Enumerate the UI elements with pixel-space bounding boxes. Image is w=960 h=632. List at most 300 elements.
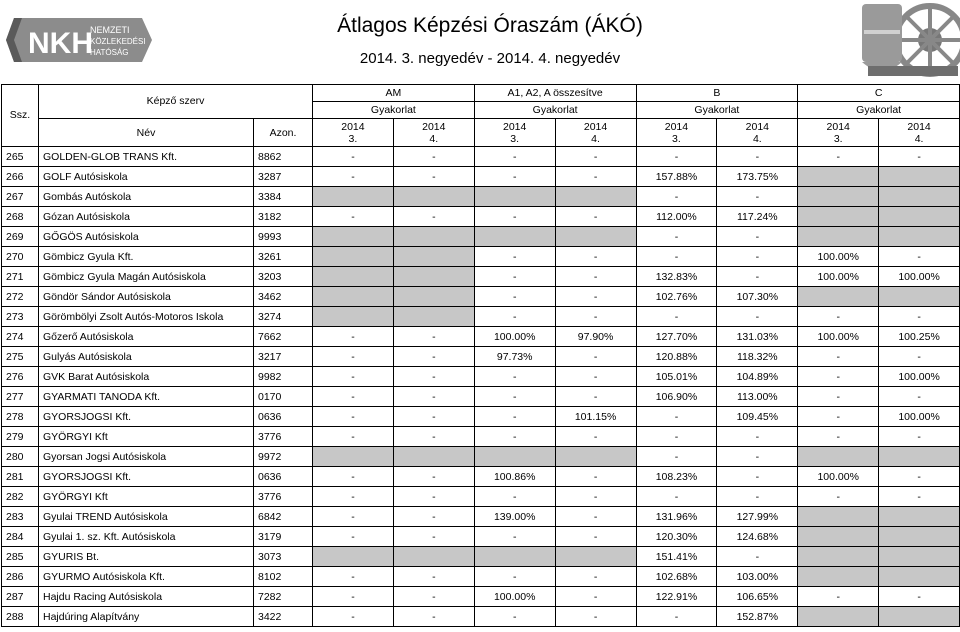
value-cell: - [717,427,798,447]
value-cell: - [798,587,879,607]
empty-cell [555,227,636,247]
table-row [2,427,960,447]
value-cell: - [393,147,474,167]
row-ssz: 277 [2,387,39,407]
value-cell: - [798,407,879,427]
row-azon: 6842 [254,507,313,527]
empty-cell [879,167,960,187]
value-cell: - [393,527,474,547]
value-cell: - [555,507,636,527]
row-nev: GYÖRGYI Kft [39,487,254,507]
value-cell: - [313,527,394,547]
value-cell: - [555,387,636,407]
value-cell: - [636,227,717,247]
empty-cell [313,187,394,207]
value-cell: - [798,487,879,507]
value-cell: 97.73% [474,347,555,367]
table-row [2,447,960,467]
row-ssz: 276 [2,367,39,387]
training-hours-table [1,84,960,627]
value-cell: - [313,207,394,227]
value-cell: 100.25% [879,327,960,347]
svg-text:NEMZETI: NEMZETI [90,25,130,35]
table-row [2,387,960,407]
value-cell: - [555,147,636,167]
value-cell: - [393,607,474,627]
value-cell: - [474,407,555,427]
group-am-sub: Gyakorlat [313,102,475,119]
col-azon: Azon. [254,119,313,147]
row-nev: GYARMATI TANODA Kft. [39,387,254,407]
row-azon: 3422 [254,607,313,627]
empty-cell [555,447,636,467]
value-cell: - [393,347,474,367]
value-cell: 105.01% [636,367,717,387]
value-cell: - [717,187,798,207]
value-cell: - [798,347,879,367]
value-cell: 100.00% [474,587,555,607]
page-title: Átlagos Képzési Óraszám (ÁKÓ) [337,14,643,37]
empty-cell [879,187,960,207]
row-azon: 7282 [254,587,313,607]
value-cell: - [555,367,636,387]
value-cell: - [393,467,474,487]
empty-cell [798,607,879,627]
value-cell: - [555,467,636,487]
value-cell: 139.00% [474,507,555,527]
value-cell: 120.30% [636,527,717,547]
empty-cell [879,607,960,627]
empty-cell [798,447,879,467]
row-ssz: 283 [2,507,39,527]
row-ssz: 282 [2,487,39,507]
quarter-label: 3. [833,132,843,145]
value-cell: - [313,427,394,447]
empty-cell [474,227,555,247]
table-row [2,227,960,247]
value-cell: - [313,347,394,367]
row-nev: GOLF Autósiskola [39,167,254,187]
value-cell: - [393,387,474,407]
empty-cell [313,267,394,287]
table-row [2,347,960,367]
value-cell: - [717,147,798,167]
row-azon: 8862 [254,147,313,167]
year-label: 2014 [341,120,365,133]
empty-cell [313,247,394,267]
value-cell: - [798,427,879,447]
value-cell: - [313,607,394,627]
value-cell: - [636,247,717,267]
value-cell: - [717,247,798,267]
value-cell: 127.99% [717,507,798,527]
value-cell: - [879,307,960,327]
empty-cell [393,547,474,567]
empty-cell [393,307,474,327]
value-cell: - [474,167,555,187]
value-cell: - [313,487,394,507]
empty-cell [879,547,960,567]
value-cell: - [555,587,636,607]
empty-cell [798,187,879,207]
value-cell: - [474,267,555,287]
year-header [474,119,555,147]
value-cell: - [393,327,474,347]
empty-cell [393,247,474,267]
value-cell: - [717,547,798,567]
value-cell: 122.91% [636,587,717,607]
empty-cell [474,187,555,207]
value-cell: - [313,327,394,347]
quarter-label: 4. [429,132,439,145]
empty-cell [313,547,394,567]
value-cell: - [879,467,960,487]
value-cell: 100.00% [474,327,555,347]
value-cell: 100.00% [879,367,960,387]
value-cell: - [313,587,394,607]
empty-cell [393,447,474,467]
table-row [2,147,960,167]
value-cell: - [393,567,474,587]
value-cell: 100.00% [798,467,879,487]
value-cell: - [474,367,555,387]
col-nev: Név [39,119,254,147]
group-am: AM [313,85,475,102]
value-cell: - [555,247,636,267]
row-azon: 3179 [254,527,313,547]
value-cell: 100.00% [798,327,879,347]
value-cell: - [474,287,555,307]
row-nev: GVK Barat Autósiskola [39,367,254,387]
value-cell: 106.90% [636,387,717,407]
empty-cell [879,287,960,307]
value-cell: 152.87% [717,607,798,627]
value-cell: 113.00% [717,387,798,407]
quarter-label: 4. [591,132,600,145]
year-label: 2014 [907,120,931,133]
value-cell: 112.00% [636,207,717,227]
table-row [2,527,960,547]
row-azon: 9993 [254,227,313,247]
row-ssz: 288 [2,607,39,627]
table-row [2,487,960,507]
value-cell: 127.70% [636,327,717,347]
row-nev: GYÖRGYI Kft [39,427,254,447]
row-nev: Gulyás Autósiskola [39,347,254,367]
table-row [2,507,960,527]
row-nev: Gőzerő Autósiskola [39,327,254,347]
value-cell: - [879,427,960,447]
value-cell: - [879,147,960,167]
row-azon: 0170 [254,387,313,407]
row-azon: 9972 [254,447,313,467]
row-ssz: 272 [2,287,39,307]
row-azon: 7662 [254,327,313,347]
table-row [2,547,960,567]
table-row [2,367,960,387]
empty-cell [879,227,960,247]
row-ssz: 273 [2,307,39,327]
empty-cell [393,287,474,307]
value-cell: - [393,367,474,387]
value-cell: - [555,347,636,367]
table-row [2,307,960,327]
value-cell: - [717,487,798,507]
row-nev: Gyulai TREND Autósiskola [39,507,254,527]
value-cell: - [474,607,555,627]
value-cell: - [555,307,636,327]
row-ssz: 278 [2,407,39,427]
value-cell: 151.41% [636,547,717,567]
nkh-logo [4,4,154,78]
value-cell: - [393,487,474,507]
value-cell: - [636,427,717,447]
row-ssz: 284 [2,527,39,547]
row-azon: 3261 [254,247,313,267]
row-azon: 3217 [254,347,313,367]
value-cell: - [717,447,798,467]
value-cell: - [474,207,555,227]
value-cell: - [636,407,717,427]
table-row [2,587,960,607]
year-header [879,119,960,147]
value-cell: - [393,587,474,607]
row-azon: 3776 [254,487,313,507]
row-ssz: 267 [2,187,39,207]
value-cell: 120.88% [636,347,717,367]
row-ssz: 285 [2,547,39,567]
row-ssz: 268 [2,207,39,227]
row-nev: GŐGÖS Autósiskola [39,227,254,247]
row-azon: 3073 [254,547,313,567]
value-cell: 173.75% [717,167,798,187]
value-cell: - [879,487,960,507]
value-cell: - [717,227,798,247]
empty-cell [393,267,474,287]
value-cell: - [474,387,555,407]
year-header [798,119,879,147]
row-azon: 8102 [254,567,313,587]
year-label: 2014 [826,120,850,133]
empty-cell [798,507,879,527]
value-cell: - [555,427,636,447]
empty-cell [555,547,636,567]
value-cell: - [313,367,394,387]
empty-cell [313,227,394,247]
empty-cell [393,187,474,207]
empty-cell [474,547,555,567]
row-nev: GYURIS Bt. [39,547,254,567]
value-cell: - [313,167,394,187]
value-cell: - [798,367,879,387]
row-nev: Gombás Autóskola [39,187,254,207]
year-header [313,119,394,147]
table-row [2,187,960,207]
row-nev: GYORSJOGSI Kft. [39,467,254,487]
value-cell: 131.03% [717,327,798,347]
value-cell: 104.89% [717,367,798,387]
value-cell: - [555,527,636,547]
value-cell: - [555,607,636,627]
row-azon: 3182 [254,207,313,227]
value-cell: - [879,347,960,367]
group-b: B [636,85,798,102]
row-ssz: 271 [2,267,39,287]
row-ssz: 287 [2,587,39,607]
value-cell: - [313,567,394,587]
row-nev: GYURMO Autósiskola Kft. [39,567,254,587]
row-azon: 0636 [254,467,313,487]
value-cell: - [879,247,960,267]
svg-text:HATÓSÁG: HATÓSÁG [90,48,129,57]
value-cell: - [474,427,555,447]
row-nev: Göndör Sándor Autósiskola [39,287,254,307]
year-label: 2014 [745,120,769,133]
empty-cell [798,227,879,247]
svg-text:KÖZLEKEDÉSI: KÖZLEKEDÉSI [90,37,146,46]
empty-cell [798,527,879,547]
row-ssz: 274 [2,327,39,347]
value-cell: 102.76% [636,287,717,307]
row-ssz: 280 [2,447,39,467]
value-cell: 118.32% [717,347,798,367]
row-ssz: 281 [2,467,39,487]
empty-cell [313,307,394,327]
table-row [2,607,960,627]
row-nev: Görömbölyi Zsolt Autós-Motoros Iskola [39,307,254,327]
year-header [636,119,717,147]
value-cell: 131.96% [636,507,717,527]
value-cell: - [474,527,555,547]
value-cell: 100.86% [474,467,555,487]
row-ssz: 266 [2,167,39,187]
table-row [2,167,960,187]
row-azon: 3287 [254,167,313,187]
value-cell: 117.24% [717,207,798,227]
row-nev: Gózan Autósiskola [39,207,254,227]
col-ssz: Ssz. [2,85,39,147]
row-azon: 3274 [254,307,313,327]
row-nev: Gömbicz Gyula Kft. [39,247,254,267]
value-cell: - [555,567,636,587]
row-ssz: 270 [2,247,39,267]
value-cell: - [555,487,636,507]
value-cell: 100.00% [798,267,879,287]
empty-cell [798,207,879,227]
empty-cell [879,507,960,527]
quarter-label: 4. [752,132,762,145]
group-c-sub: Gyakorlat [798,102,960,119]
group-a-sub: Gyakorlat [474,102,636,119]
year-label: 2014 [422,120,446,133]
row-ssz: 279 [2,427,39,447]
value-cell: - [393,507,474,527]
value-cell: - [555,267,636,287]
value-cell: - [313,407,394,427]
value-cell: 132.83% [636,267,717,287]
row-nev: Gyulai 1. sz. Kft. Autósiskola [39,527,254,547]
row-nev: Gyorsan Jogsi Autósiskola [39,447,254,467]
row-azon: 3203 [254,267,313,287]
empty-cell [313,447,394,467]
value-cell: - [313,387,394,407]
value-cell: 100.00% [879,407,960,427]
value-cell: 108.23% [636,467,717,487]
value-cell: - [555,287,636,307]
value-cell: - [555,167,636,187]
value-cell: 109.45% [717,407,798,427]
value-cell: - [636,187,717,207]
value-cell: 106.65% [717,587,798,607]
row-azon: 3384 [254,187,313,207]
empty-cell [879,527,960,547]
coat-of-arms-icon [860,0,960,86]
value-cell: - [717,307,798,327]
empty-cell [313,287,394,307]
value-cell: - [313,507,394,527]
empty-cell [798,287,879,307]
row-ssz: 275 [2,347,39,367]
table-row [2,467,960,487]
svg-text:NKH: NKH [28,27,93,60]
row-nev: GOLDEN-GLOB TRANS Kft. [39,147,254,167]
row-ssz: 265 [2,147,39,167]
value-cell: - [393,207,474,227]
empty-cell [879,447,960,467]
value-cell: 124.68% [717,527,798,547]
value-cell: 100.00% [879,267,960,287]
row-azon: 9982 [254,367,313,387]
value-cell: 107.30% [717,287,798,307]
year-header [393,119,474,147]
value-cell: - [879,387,960,407]
row-azon: 3776 [254,427,313,447]
quarter-label: 4. [914,132,924,145]
value-cell: - [717,267,798,287]
empty-cell [798,567,879,587]
value-cell: 100.00% [798,247,879,267]
quarter-label: 3. [510,132,520,145]
group-b-sub: Gyakorlat [636,102,798,119]
value-cell: 103.00% [717,567,798,587]
empty-cell [798,547,879,567]
period-subtitle: 2014. 3. negyedév - 2014. 4. negyedév [359,50,621,67]
quarter-label: 3. [348,132,358,145]
value-cell: - [313,147,394,167]
row-nev: Hajdu Racing Autósiskola [39,587,254,607]
empty-cell [555,187,636,207]
value-cell: - [636,147,717,167]
group-a: A1, A2, A összesítve [474,85,636,102]
row-nev: Gömbicz Gyula Magán Autósiskola [39,267,254,287]
value-cell: - [717,467,798,487]
value-cell: - [474,147,555,167]
value-cell: - [798,307,879,327]
value-cell: - [636,447,717,467]
row-nev: Hajdúring Alapítvány [39,607,254,627]
value-cell: - [474,487,555,507]
value-cell: - [474,247,555,267]
table-row [2,407,960,427]
value-cell: 97.90% [555,327,636,347]
year-label: 2014 [664,120,689,133]
col-kepzo-szerv: Képző szerv [39,85,313,119]
value-cell: - [393,427,474,447]
table-row [2,327,960,347]
group-c: C [798,85,960,102]
value-cell: - [313,467,394,487]
empty-cell [798,167,879,187]
